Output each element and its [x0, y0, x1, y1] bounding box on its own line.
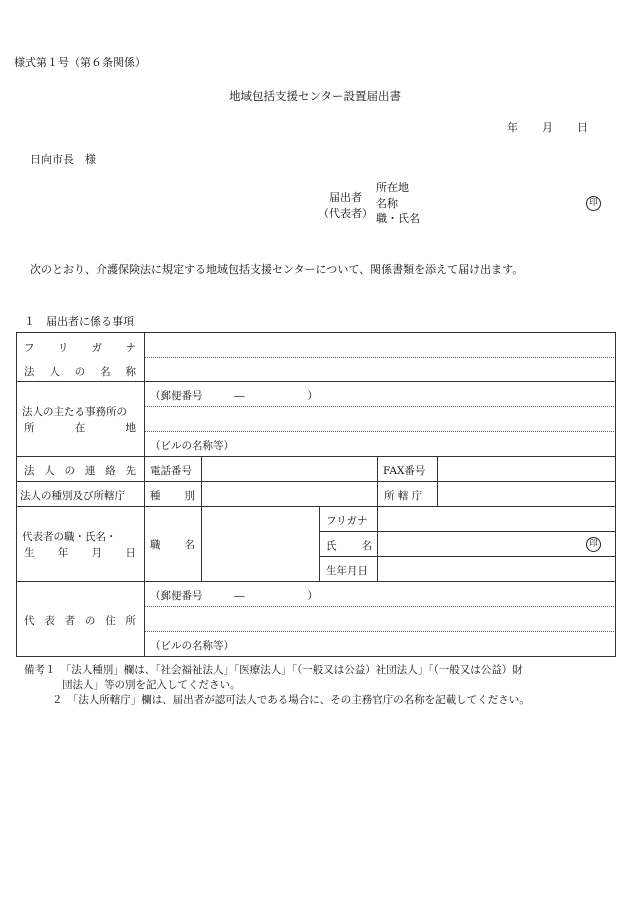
table-rule [201, 456, 202, 506]
rep-label-line2: 生 年 月 日 [24, 547, 136, 559]
authority-field-label: 所 轄 庁 [384, 490, 423, 502]
submitter-address-label: 所在地 [376, 181, 409, 194]
table-rule [16, 332, 616, 333]
type-field-label: 種 別 [150, 490, 195, 502]
submitter-name-label: 名称 [376, 196, 398, 210]
table-rule [16, 581, 616, 582]
table-dotted-rule [144, 631, 616, 632]
furigana-label: フ リ ガ ナ [24, 342, 136, 354]
table-rule [377, 506, 378, 581]
table-rule [144, 332, 145, 657]
table-rule [201, 506, 202, 581]
note-1-line-1: 備考１ 「法人種別」欄は、「社会福祉法人」「医療法人」「（一般又は公益）社団法人」「（一般又は公益）財 [24, 664, 523, 676]
submitter-title-name-label: 職・氏名 [376, 212, 420, 225]
submitter-label-line1: 届出者 [329, 191, 362, 204]
office-building-name-label: （ビルの名称等） [150, 440, 234, 452]
table-rule [16, 481, 616, 482]
table-rule [16, 456, 616, 457]
table-rule [16, 381, 616, 382]
table-dotted-rule [144, 431, 616, 432]
rep-seal-icon: 印 [586, 537, 601, 552]
table-rule [437, 456, 438, 506]
rep-dob-label: 生年月日 [326, 565, 368, 577]
corp-name-label: 法 人 の 名 称 [24, 366, 136, 378]
table-rule [16, 332, 17, 657]
document-title: 地域包括支援センター設置届出書 [228, 89, 402, 103]
corp-type-label: 法人の種別及び所轄庁 [20, 490, 125, 502]
date-year-label: 年 [507, 121, 518, 134]
rep-furigana-label: フリガナ [326, 515, 368, 527]
table-dotted-rule [144, 606, 616, 607]
rep-building-name-label: （ビルの名称等） [150, 640, 234, 652]
fax-label: FAX番号 [383, 465, 426, 477]
submitter-label [318, 190, 373, 222]
office-label-line2: 所 在 地 [24, 422, 136, 434]
rep-postal-code-label: （郵便番号 ― ） [150, 590, 318, 602]
intro-text: 次のとおり、介護保険法に規定する地域包括支援センターについて、関係書類を添えて届け出ます。 [30, 263, 524, 276]
table-rule [319, 556, 616, 557]
contact-label: 法 人 の 連 絡 先 [24, 465, 136, 477]
submitter-fields [376, 180, 420, 227]
submitter-label-line2: （代表者） [318, 207, 373, 220]
rep-title-field-label: 職 名 [150, 539, 195, 551]
rep-label-line1: 代表者の職・氏名・ [22, 531, 117, 543]
table-rule [615, 332, 616, 657]
date-month-label: 月 [542, 121, 553, 134]
office-postal-code-label: （郵便番号 ― ） [150, 390, 318, 402]
table-rule [377, 456, 378, 506]
note-2: ２ 「法人所轄庁」欄は、届出者が認可法人である場合に、その主務官庁の名称を記載してください。 [52, 694, 530, 706]
table-dotted-rule [144, 357, 616, 358]
date-day-label: 日 [577, 121, 588, 134]
table-dotted-rule [144, 406, 616, 407]
addressee: 日向市長 様 [30, 153, 96, 166]
notes [24, 663, 530, 708]
section-1-title: １ 届出者に係る事項 [24, 315, 134, 328]
table-rule [16, 656, 616, 657]
table-rule [319, 531, 616, 532]
office-label-line1: 法人の主たる事務所の [22, 406, 127, 418]
submitter-seal-icon: 印 [586, 196, 601, 211]
form-number: 様式第１号（第６条関係） [14, 56, 146, 69]
note-1-line-2: 団法人」等の別を記入してください。 [62, 679, 241, 691]
table-rule [16, 506, 616, 507]
table-rule [319, 506, 320, 581]
rep-name-field-label: 氏 名 [326, 540, 372, 552]
phone-label: 電話番号 [150, 465, 192, 477]
rep-address-label: 代 表 者 の 住 所 [24, 615, 136, 627]
